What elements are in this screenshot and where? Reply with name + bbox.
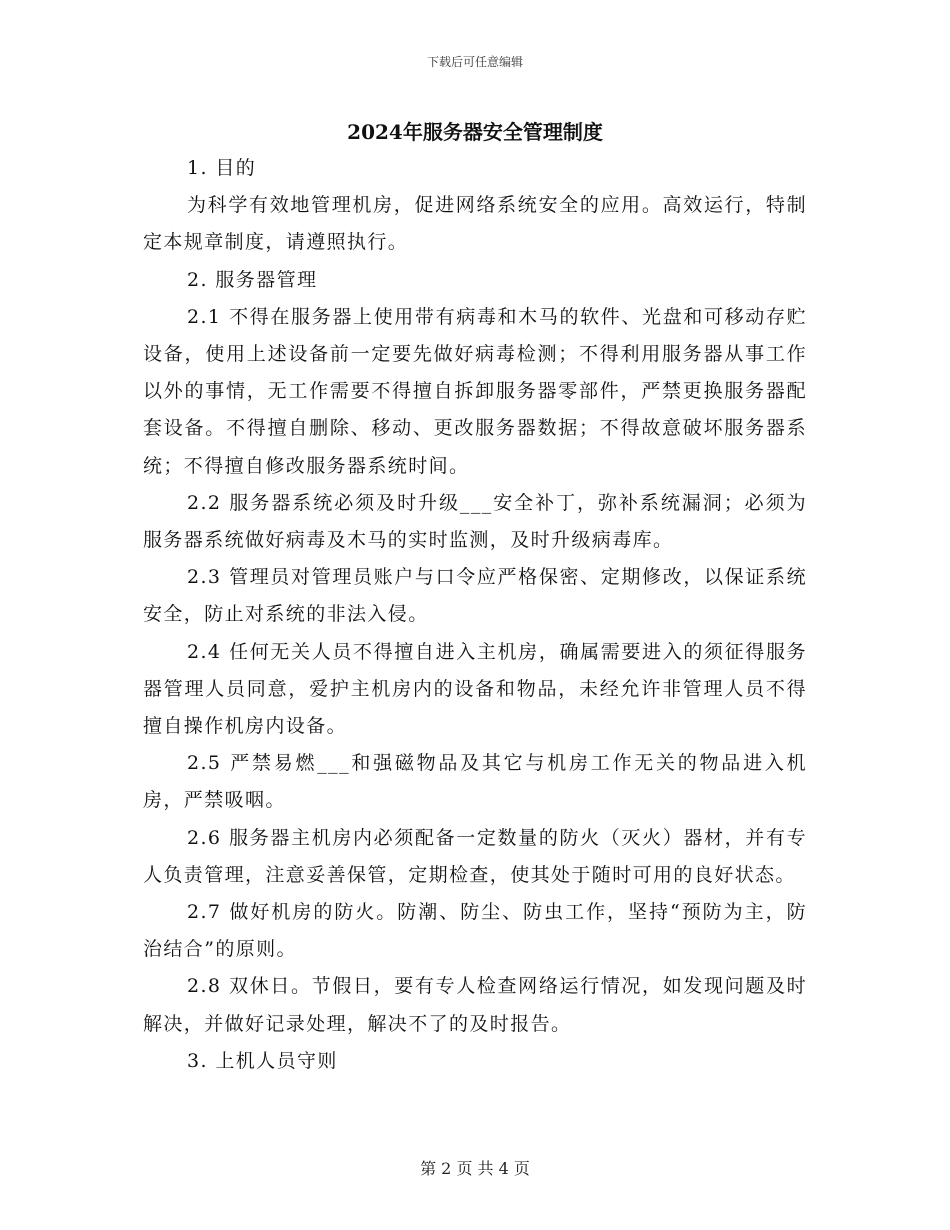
section-heading-operator-rules: 3. 上机人员守则 <box>187 1049 338 1072</box>
paragraph-2-1: 2.1 不得在服务器上使用带有病毒和木马的软件、光盘和可移动存贮设备，使用上述设备前一定要先做好病毒检测；不得利用服务器从事工作以外的事情，无工作需要不得擅自拆卸服务器零部件，严禁更换服务器配套设备。不得擅自删除、移动、更改服务器数据；不得故意破坏服务器系统；不得擅自修改服务器系统时间。 <box>143 305 807 477</box>
page-header-note: 下载后可任意编辑 <box>426 55 523 69</box>
section-heading-purpose: 1. 目的 <box>187 157 257 179</box>
paragraph-purpose: 为科学有效地管理机房，促进网络系统安全的应用。高效运行，特制定本规章制度，请遵照执行。 <box>143 194 807 254</box>
paragraph-2-5: 2.5 严禁易燃___和强磁物品及其它与机房工作无关的物品进入机房，严禁吸咽。 <box>143 752 807 812</box>
section-heading-server-management: 2. 服务器管理 <box>187 268 318 291</box>
paragraph-2-7: 2.7 做好机房的防火。防潮、防尘、防虫工作，坚持“预防为主，防治结合”的原则。 <box>143 901 807 961</box>
paragraph-2-3: 2.3 管理员对管理员账户与口令应严格保密、定期修改，以保证系统安全，防止对系统的非法入侵。 <box>143 566 807 626</box>
document-body <box>143 150 807 1080</box>
paragraph-2-8: 2.8 双休日。节假日，要有专人检查网络运行情况，如发现问题及时解决，并做好记录处理，解决不了的及时报告。 <box>143 975 807 1035</box>
paragraph-2-4: 2.4 任何无关人员不得擅自进入主机房，确属需要进入的须征得服务器管理人员同意，爱护主机房内的设备和物品，未经允许非管理人员不得擅自操作机房内设备。 <box>143 640 807 738</box>
paragraph-2-2: 2.2 服务器系统必须及时升级___安全补丁，弥补系统漏洞；必须为服务器系统做好病毒及木马的实时监测，及时升级病毒库。 <box>143 491 807 552</box>
page-number: 第 2 页 共 4 页 <box>420 1159 530 1178</box>
paragraph-2-6: 2.6 服务器主机房内必须配备一定数量的防火（灭火）器材，并有专人负责管理，注意妥善保管，定期检查，使其处于随时可用的良好状态。 <box>143 826 807 886</box>
document-title: 2024年服务器安全管理制度 <box>347 120 603 144</box>
